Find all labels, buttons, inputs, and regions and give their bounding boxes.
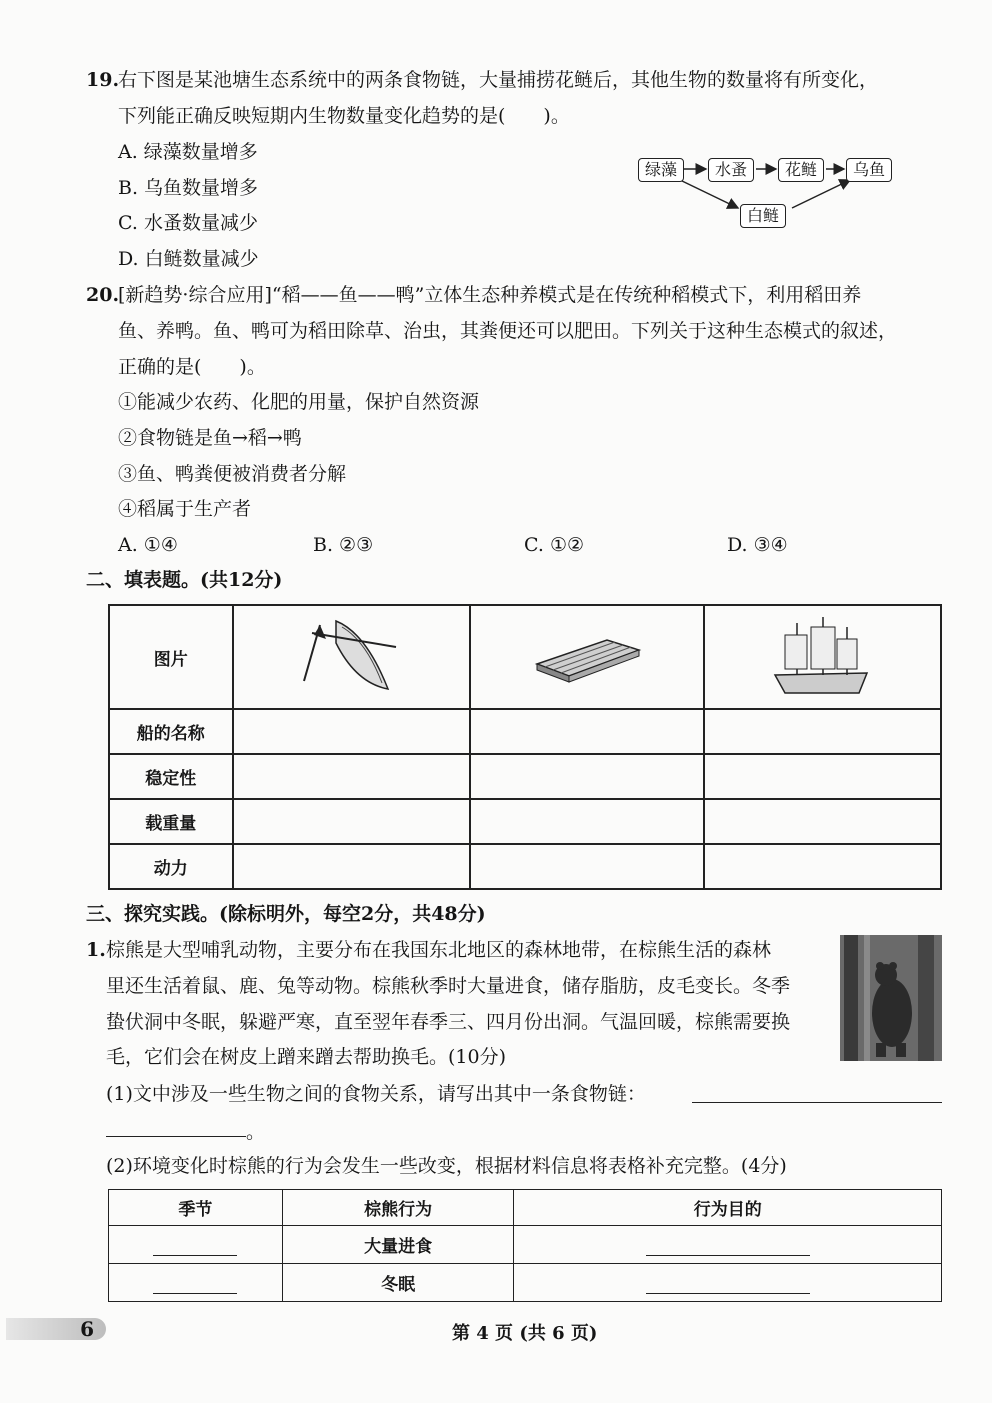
s3-q1-line2: 里还生活着鼠、鹿、兔等动物。棕熊秋季时大量进食，储存脂肪，皮毛变长。冬季: [106, 975, 791, 997]
ship-table: [108, 604, 942, 890]
q20-option-d: D. ③④: [727, 534, 788, 556]
raft-icon: [527, 620, 647, 690]
row-label-stability: 稳定性: [109, 754, 233, 799]
s3-q1-line3: 蛰伏洞中冬眠，躲避严寒，直至翌年春季三、四月份出洞。气温回暖，棕熊需要换: [106, 1011, 791, 1033]
q19-option-c: C. 水蚤数量减少: [118, 212, 258, 234]
answer-cell[interactable]: [470, 754, 704, 799]
season-blank-cell[interactable]: [109, 1226, 283, 1264]
food-chain-answer-line[interactable]: [692, 1102, 942, 1103]
purpose-answer-line[interactable]: [646, 1255, 810, 1256]
s3-q1-number: 1.: [86, 939, 106, 961]
s3-q1-line4: 毛，它们会在树皮上蹭来蹭去帮助换毛。(10分): [106, 1046, 507, 1068]
chain-node-silver-carp: 白鲢: [740, 204, 786, 228]
header-behavior-purpose: 行为目的: [514, 1190, 942, 1226]
sailing-ship-icon: [767, 613, 877, 697]
answer-cell[interactable]: [470, 709, 704, 754]
q20-statement-2: ②食物链是鱼→稻→鸭: [118, 427, 302, 449]
answer-cell[interactable]: [233, 754, 470, 799]
header-season: 季节: [109, 1190, 283, 1226]
chain-node-green-algae: 绿藻: [638, 158, 684, 182]
q20-statement-3: ③鱼、鸭粪便被消费者分解: [118, 463, 347, 485]
answer-cell[interactable]: [704, 799, 941, 844]
behavior-eating: 大量进食: [282, 1226, 514, 1264]
page-footer-label: 第 4 页 (共 6 页): [452, 1323, 598, 1344]
q20-stem-line3: 正确的是( )。: [118, 356, 266, 378]
canoe-image: [233, 605, 470, 709]
section3-heading: 三、探究实践。(除标明外，每空2分，共48分): [86, 903, 486, 925]
row-label-load-capacity: 载重量: [109, 799, 233, 844]
answer-cell[interactable]: [233, 709, 470, 754]
q19-option-d: D. 白鲢数量减少: [118, 248, 259, 270]
food-chain-answer-line-cont[interactable]: [106, 1136, 246, 1137]
chain-node-water-flea: 水蚤: [708, 158, 754, 182]
corner-page-number: 6: [80, 1317, 94, 1341]
purpose-blank-cell[interactable]: [514, 1264, 942, 1302]
q20-option-b: B. ②③: [313, 534, 374, 556]
s3-sub1-end: 。: [246, 1121, 266, 1143]
canoe-icon: [296, 613, 406, 697]
q19-stem-line1: 右下图是某池塘生态系统中的两条食物链，大量捕捞花鲢后，其他生物的数量将有所变化，: [118, 69, 879, 91]
q19-option-b: B. 乌鱼数量增多: [118, 177, 259, 199]
food-chain-diagram: [630, 150, 900, 240]
raft-image: [470, 605, 704, 709]
answer-cell[interactable]: [470, 799, 704, 844]
answer-cell[interactable]: [233, 844, 470, 889]
s3-sub1-text: (1)文中涉及一些生物之间的食物关系，请写出其中一条食物链：: [106, 1083, 646, 1105]
s3-sub2-text: (2)环境变化时棕熊的行为会发生一些改变，根据材料信息将表格补充完整。(4分): [106, 1155, 787, 1177]
chain-node-bighead-carp: 花鲢: [778, 158, 824, 182]
answer-cell[interactable]: [704, 844, 941, 889]
answer-cell[interactable]: [704, 709, 941, 754]
behavior-hibernation: 冬眠: [282, 1264, 514, 1302]
q20-statement-4: ④稻属于生产者: [118, 498, 252, 520]
q19-number: 19.: [86, 69, 120, 91]
section2-heading: 二、填表题。(共12分): [86, 569, 283, 591]
season-blank-cell[interactable]: [109, 1264, 283, 1302]
answer-cell[interactable]: [704, 754, 941, 799]
q20-number: 20.: [86, 284, 120, 306]
header-bear-behavior: 棕熊行为: [282, 1190, 514, 1226]
purpose-blank-cell[interactable]: [514, 1226, 942, 1264]
q20-stem-line1: [新趋势·综合应用]“稻——鱼——鸭”立体生态种养模式是在传统种稻模式下，利用稻田养: [118, 284, 862, 306]
row-label-power: 动力: [109, 844, 233, 889]
s3-q1-line1: 棕熊是大型哺乳动物，主要分布在我国东北地区的森林地带，在棕熊生活的森林: [106, 939, 772, 961]
q20-stem-line2: 鱼、养鸭。鱼、鸭可为稻田除草、治虫，其粪便还可以肥田。下列关于这种生态模式的叙述，: [118, 320, 898, 342]
answer-cell[interactable]: [233, 799, 470, 844]
season-answer-line[interactable]: [153, 1255, 237, 1256]
sailing-ship-image: [704, 605, 941, 709]
row-label-picture: 图片: [109, 605, 233, 709]
q20-statement-1: ①能减少农药、化肥的用量，保护自然资源: [118, 391, 480, 413]
season-answer-line[interactable]: [153, 1293, 237, 1294]
q19-stem-line2: 下列能正确反映短期内生物数量变化趋势的是( )。: [118, 105, 570, 127]
brown-bear-photo: [840, 935, 942, 1061]
chain-node-snakehead: 乌鱼: [846, 158, 892, 182]
brown-bear-image: [840, 935, 942, 1061]
q20-option-a: A. ①④: [118, 534, 178, 556]
purpose-answer-line[interactable]: [646, 1293, 810, 1294]
row-label-ship-name: 船的名称: [109, 709, 233, 754]
q19-option-a: A. 绿藻数量增多: [118, 141, 258, 163]
answer-cell[interactable]: [470, 844, 704, 889]
q20-option-c: C. ①②: [524, 534, 585, 556]
corner-page-tab: [6, 1318, 106, 1340]
bear-behavior-table: [108, 1189, 942, 1302]
